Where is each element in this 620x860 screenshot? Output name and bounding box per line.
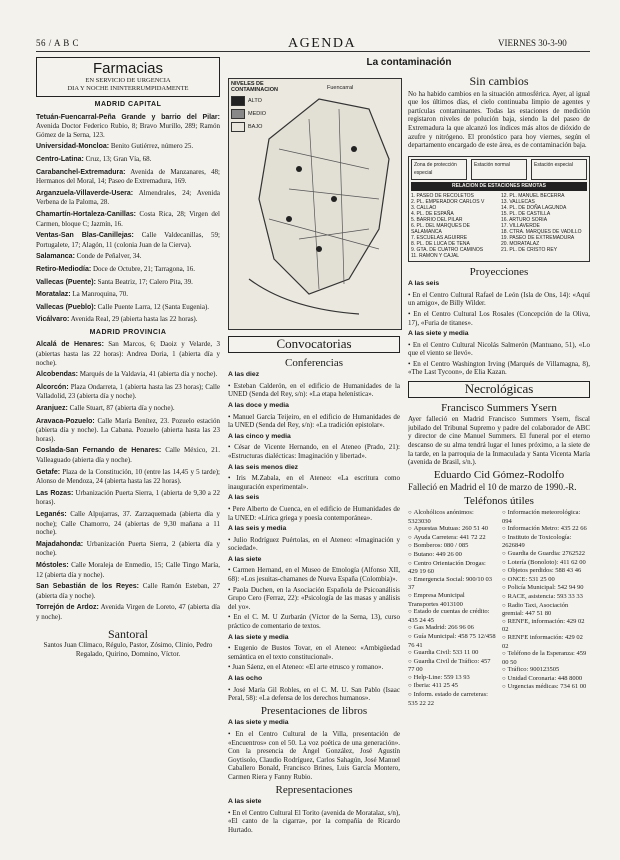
- event-time-label: A las seis: [228, 494, 260, 502]
- pharmacy-address: Urbanización Puerta Sierra, 1 (abierta de 9,30 a 22 horas).: [36, 488, 220, 507]
- phone-item: ○ Unidad Coronaria: 448 8000: [502, 675, 590, 684]
- station-item: 20. MORATALAZ: [501, 240, 540, 247]
- event-time: [228, 463, 400, 473]
- pharmacy-entry: [36, 370, 220, 380]
- page-number: 56 / A B C: [36, 38, 80, 48]
- event-item: [228, 566, 400, 583]
- pharmacy-zone: Vallecas (Pueblo):: [36, 303, 96, 311]
- station-item: 16. ARTURO SORIA: [501, 216, 548, 223]
- pharmacy-entry: [36, 189, 220, 207]
- event-text: • Carmen Hernand, en el Museo de Etnología (Alfonso XII, 68): «Los jesuitas-chamanes de Nueva España (Colombia)».: [228, 566, 400, 584]
- pharmacy-zone: Centro-Latina:: [36, 155, 84, 163]
- event-item: [228, 586, 400, 612]
- contaminacion-title: La contaminación: [366, 57, 452, 68]
- event-time-label: A las ocho: [228, 675, 263, 682]
- event-text: • Julio Rodríguez Puértolas, en el Ateneo: «Imaginación y sociedad».: [228, 535, 400, 553]
- event-time-label: A las doce y media: [228, 401, 289, 409]
- pharmacy-address: Conde de Peñalver, 34.: [74, 252, 142, 261]
- phone-item: ○ Gas Madrid: 266 96 06: [408, 624, 496, 633]
- pharmacy-entry: [36, 210, 220, 228]
- pharmacy-zone: Ventas-San Blas-Canillejas:: [36, 232, 134, 240]
- phone-item: ○ Inform. estado de carreteras: 535 22 22: [408, 691, 496, 707]
- phone-item: ○ Teléfono de la Esperanza: 459 00 50: [502, 650, 590, 666]
- phone-item: ○ Objetos perdidos: 588 43 46: [502, 567, 590, 576]
- issue-date: VIERNES 30-3-90: [498, 38, 567, 48]
- pharmacy-entry: [36, 252, 220, 262]
- station-item: 11. RAMON Y CAJAL: [411, 252, 460, 259]
- pharmacy-address: Avenida Doctor Federico Rubio, 8; Bravo Murillo, 289; Ramón Gómez de la Serna, 123.: [36, 122, 220, 139]
- event-time-label: A las seis menos diez: [228, 463, 299, 471]
- pharmacy-zone: Leganés:: [36, 510, 67, 518]
- event-time: [408, 279, 590, 289]
- station-item: 9. GTA. DE CUATRO CAMINOS: [411, 246, 484, 253]
- phone-item: ○ Tráfico: 900123505: [502, 666, 590, 675]
- pharmacy-address: Calle Stuart, 87 (abierta día y noche).: [67, 404, 175, 413]
- event-item: [228, 536, 400, 553]
- legend-row-bajo: [231, 122, 301, 132]
- event-text: • Esteban Calderón, en el edificio de Humanidades de la UNED (Senda del Rey, s/n): «La etapa helenística».: [228, 381, 400, 399]
- event-text: • Manuel García Teijeiro, en el edificio de Humanidades de la UNED (Senda del Rey, s/n): «La tradición epistolar».: [228, 412, 400, 430]
- phone-item: ○ Guardia de Guardia: 2762522: [502, 550, 590, 559]
- sincambios-title: Sin cambios: [469, 74, 529, 88]
- station-item: 18. CTRA. MARQUES DE VADILLO: [501, 228, 582, 235]
- column-right: [408, 57, 590, 852]
- necrologicas-title: Necrológicas: [408, 381, 590, 398]
- convocatorias-title: Convocatorias: [228, 336, 400, 353]
- estaciones-bar: RELACION DE ESTACIONES REMOTAS: [411, 182, 587, 191]
- event-text: • En el Centro Washington Irving (Marqués de Villamagna, 8), «The Last Tycoon», de Elia Kazan.: [408, 359, 590, 377]
- station-marker: [351, 146, 357, 152]
- station-item: 12. PL. MANUEL BECERRA: [501, 192, 565, 199]
- event-item: [228, 644, 400, 661]
- pharmacy-zone: Majadahonda:: [36, 540, 84, 548]
- phone-item: ○ Iberia: 411 25 45: [408, 682, 496, 691]
- event-text: • José María Gil Robles, en el C. M. U. San Pablo (Isaac Peral, 58): «La defensa de los derechos humanos».: [228, 685, 400, 703]
- pharmacy-address: Calle México, 21. Valleaguado (abierta día y noche).: [36, 446, 220, 464]
- pharmacy-address: Santa Beatriz, 17; Calero Pita, 39.: [95, 277, 193, 286]
- pharmacy-address: Avenida Real, 29 (abierta hasta las 22 horas).: [69, 315, 198, 324]
- column-farmacias: [36, 57, 220, 852]
- pharmacy-address: Calle Valdecanillas, 59; Portugalete, 17; Alagón, 11 (colonia Juan de la Cierva).: [36, 231, 220, 249]
- pharmacy-address: Urbanización Puerta Sierra, 2 (abierta día y noche).: [36, 539, 220, 558]
- estaciones-legend: [411, 159, 587, 180]
- telefonos-left: [408, 509, 496, 707]
- event-item: [228, 505, 400, 522]
- legend-normal: Estación normal: [471, 159, 527, 180]
- telefonos-title: Teléfonos útiles: [464, 495, 534, 508]
- phone-item: ○ Guardia Civil: 533 11 00: [408, 649, 496, 658]
- pharmacy-address: Plaza Ondarreta, 1 (abierta hasta las 23 horas); Calle Valladolid, 23 (abierta día y noche).: [36, 382, 220, 401]
- event-item: [228, 382, 400, 399]
- phone-item: ○ Empresa Municipal Transportes 4013100: [408, 592, 496, 608]
- pharmacy-entry: [36, 290, 220, 300]
- capital-heading: MADRID CAPITAL: [94, 101, 162, 108]
- event-time: [408, 329, 590, 339]
- event-item: [228, 613, 400, 630]
- santoral-title: Santoral: [108, 626, 148, 641]
- phone-item: ○ RACE, asistencia: 593 33 33: [502, 593, 590, 602]
- pharmacy-zone: Tetuán-Fuencarral-Peña Grande y barrio del Pilar:: [36, 113, 220, 121]
- event-text: • En el Centro Cultural de la Villa, presentación de «Encuentros» con el 50. La voz poética de una generación». Con la presencia de Ángel González, José Agustín Goytisolo, Claudio Rodríguez, Carlos Sahagún, José Manuel Caballero Bonald, Francisco Brines, Luis García Montero, Carmen Riera y Fanny Rubio.: [228, 729, 400, 781]
- farmacias-box: [36, 57, 220, 97]
- obituary-name-1: Francisco Summers Ysern: [441, 401, 557, 414]
- event-text: • En el C. M. U Zurbarán (Víctor de la Serna, 13), curso práctico de comentario de textos.: [228, 613, 400, 631]
- event-time-label: A las siete y media: [408, 330, 469, 338]
- legend-label: BAJO: [248, 124, 263, 130]
- pharmacy-address: Calle Puente Larra, 12 (Santa Eugenia).: [95, 302, 210, 311]
- pharmacy-entry: [36, 155, 220, 165]
- pharmacy-address: Costa Rica, 28; Virgen del Carmen, bloque C; Jazmín, 16.: [36, 209, 220, 228]
- event-text: • En el Centro Cultural Los Rosales (Concepción de la Oliva, 17), «Furia de titanes».: [408, 309, 590, 327]
- station-item: 19. PASEO DE EXTREMADURA: [501, 234, 575, 241]
- phone-item: ○ Lotería (Bonoloto): 411 62 00: [502, 559, 590, 568]
- event-time: [228, 555, 400, 565]
- pharmacy-entry: [36, 489, 220, 507]
- phone-item: ○ Guardia Civil de Tráfico: 457 77 00: [408, 658, 496, 674]
- phone-item: ○ Radio Taxi, Asociación gremial: 447 51 80: [502, 602, 590, 618]
- contamination-map: [228, 78, 402, 330]
- station-item: 8. PL. DE LUCA DE TENA: [411, 240, 470, 247]
- station-item: 4. PL. DE ESPAÑA: [411, 210, 454, 217]
- event-text: • Juan Sáenz, en el Ateneo: «El arte etrusco y romano».: [228, 663, 384, 672]
- pharmacy-entry: [36, 113, 220, 140]
- phone-item: ○ Información Metro: 435 22 66: [502, 525, 590, 534]
- event-item: [408, 310, 590, 327]
- pharmacy-address: Calle Ramón Esteban, 27 (abierta día y noche).: [36, 582, 220, 600]
- station-item: 17. VILLAVERDE: [501, 222, 540, 229]
- legend-label: ALTO: [248, 98, 262, 104]
- pharmacy-entry: [36, 510, 220, 537]
- pharmacy-entry: [36, 540, 220, 558]
- event-item: [228, 809, 400, 835]
- pharmacy-address: Avenida Virgen de Loreto, 47 (abierta día y noche).: [36, 603, 220, 621]
- event-text: • Paola Duchen, en la Asociación Española de Psicoanálisis Grupo Cero (Ferraz, 22): «Psicología de las masas y análisis del yo».: [228, 585, 400, 611]
- station-item: 14. PL. DE DOÑA LAGUNDA: [501, 204, 567, 211]
- event-time-label: A las siete y media: [228, 633, 289, 641]
- pharmacy-zone: Coslada-San Fernando de Henares:: [36, 447, 162, 455]
- phone-item: ○ Ayuda Carretera: 441 72 22: [408, 534, 496, 543]
- provincia-heading: MADRID PROVINCIA: [89, 328, 167, 336]
- pharmacy-address: Marqués de la Valdavia, 41 (abierta día y noche).: [78, 370, 218, 379]
- pharmacy-zone: Arganzuela-Villaverde-Usera:: [36, 189, 134, 197]
- phone-item: ○ Policía Municipal: 542 94 90: [502, 584, 590, 593]
- column-convocatorias: [228, 332, 400, 852]
- pharmacy-zone: Carabanchel-Extremadura:: [36, 168, 126, 176]
- legend-proteccion: Zona de protección especial: [411, 159, 467, 180]
- event-text: • Iris M.Zabala, en el Ateneo: «La escritura como inauguración experimental».: [228, 474, 400, 491]
- event-text: • En el Centro Cultural Rafael de León (Isla de Ons, 14): «Aquí un amigo», de Billy Wilder.: [408, 290, 590, 308]
- event-time: [228, 674, 400, 684]
- station-marker: [316, 246, 322, 252]
- event-item: [228, 663, 400, 672]
- pharmacy-entry: [36, 417, 220, 444]
- pharmacy-zone: Alcobendas:: [36, 371, 79, 379]
- page-header: [0, 0, 620, 50]
- station-item: 15. PL. DE CASTILLA: [501, 210, 551, 217]
- pharmacy-zone: Moratalaz:: [36, 291, 71, 299]
- pharmacy-address: Doce de Octubre, 21; Tarragona, 16.: [91, 264, 195, 273]
- phone-item: ○ Bomberos: 080 / 085: [408, 542, 496, 551]
- pharmacy-address: Cruz, 13; Gran Vía, 68.: [83, 154, 152, 163]
- pharmacy-address: Benito Gutiérrez, número 25.: [109, 142, 194, 151]
- santoral-body: Santos Juan Clímaco, Régulo, Pastor, Zósimo, Clinio, Pedro Regalado, Quirino, Domnino, Víctor.: [43, 641, 213, 658]
- legend-swatch: [231, 122, 245, 132]
- legend-title: NIVELES DE CONTAMINACION: [231, 81, 278, 93]
- station-marker: [331, 196, 337, 202]
- pharmacy-zone: Chamartín-Hortaleza-Canillas:: [36, 210, 136, 218]
- event-item: [228, 413, 400, 430]
- event-time-label: A las siete: [228, 798, 262, 806]
- estaciones-table: [408, 156, 590, 262]
- phone-item: ○ Centro Orientación Drogas: 429 19 60: [408, 560, 496, 576]
- pharmacy-zone: Retiro-Mediodía:: [36, 265, 92, 273]
- pharmacy-zone: Aravaca-Pozuelo:: [36, 417, 95, 425]
- pharmacy-zone: Getafe:: [36, 468, 61, 476]
- phone-item: ○ Emergencia Social: 900/10 03 37: [408, 576, 496, 592]
- pharmacy-zone: Vicálvaro:: [36, 316, 70, 324]
- capital-list: [36, 113, 220, 325]
- phone-item: ○ ONCE: 531 25 00: [502, 576, 590, 585]
- event-time: [228, 401, 400, 411]
- event-item: [228, 730, 400, 782]
- pharmacy-address: La Manroquina, 70.: [70, 290, 128, 299]
- station-item: 3. CALLAO: [411, 204, 437, 211]
- libros-list: [228, 718, 400, 781]
- pharmacy-zone: Móstoles:: [36, 561, 69, 569]
- pharmacy-zone: Aranjuez:: [36, 405, 68, 413]
- pharmacy-zone: Vallecas (Puente):: [36, 278, 96, 286]
- pharmacy-address: Almendrales, 24; Avenida Verbena de la Paloma, 28.: [36, 188, 220, 207]
- pharmacy-entry: [36, 582, 220, 600]
- phone-item: ○ Apuestas Mutuas: 260 51 40: [408, 525, 496, 534]
- station-item: 2. PL. EMPERADOR CARLOS V: [411, 198, 485, 205]
- provincia-list: [36, 340, 220, 621]
- pharmacy-entry: [36, 446, 220, 464]
- pharmacy-entry: [36, 404, 220, 414]
- legend-row-alto: [231, 96, 301, 106]
- conferencias-list: [228, 370, 400, 703]
- event-item: [408, 360, 590, 377]
- obituary-body-1: Ayer falleció en Madrid Francisco Summers Ysern, fiscal jubilado del Tribunal Supremo y padre del colaborador de ABC y director de cine Manuel Summers. El funeral por el eterno descanso de su alma tendrá lugar el lunes próximo, a la siete de la tarde, en la parroquia de la Inmaculada y Santa Vicenta María (avenida de Brasil, s/n.).: [408, 415, 590, 467]
- event-time: [228, 524, 400, 534]
- obituary-body-2: Falleció en Madrid el 10 de marzo de 1990.-R.: [408, 482, 577, 493]
- pharmacy-zone: Las Rozas:: [36, 489, 74, 497]
- event-time: [228, 718, 400, 728]
- event-text: • Eugenio de Bustos Tovar, en el Ateneo: «Ambigüedad semántica en el texto constitucional».: [228, 644, 400, 661]
- farmacias-subtitle-2: DIA Y NOCHE ININTERRUMPIDAMENTE: [67, 85, 189, 92]
- pharmacy-zone: Universidad-Moncloa:: [36, 143, 110, 151]
- pharmacy-zone: Alcorcón:: [36, 383, 69, 391]
- estaciones-columns: [411, 193, 587, 259]
- phone-item: ○ Help-Line: 559 13 93: [408, 674, 496, 683]
- pharmacy-entry: [36, 561, 220, 579]
- pharmacy-entry: [36, 603, 220, 621]
- event-time-label: A las diez: [228, 371, 260, 379]
- pharmacy-entry: [36, 231, 220, 249]
- telefonos-right: [502, 509, 590, 707]
- phone-item: ○ Alcohólicos anónimos: 5323030: [408, 509, 496, 525]
- section-title: AGENDA: [288, 36, 357, 51]
- libros-title: Presentaciones de libros: [260, 704, 368, 717]
- event-time: [228, 432, 400, 442]
- estaciones-right: [501, 193, 587, 259]
- pharmacy-address: Avenida de Manzanares, 48; Hermanos del Moral, 14; Paseo de Extremadura, 169.: [36, 167, 220, 186]
- event-item: [228, 443, 400, 460]
- event-time: [228, 370, 400, 380]
- station-item: 13. VALLECAS: [501, 198, 535, 205]
- proyecciones-list: [408, 279, 590, 377]
- event-time-label: A las seis y media: [228, 525, 287, 533]
- pharmacy-zone: Salamanca:: [36, 253, 75, 261]
- pharmacy-entry: [36, 468, 220, 486]
- event-item: [408, 291, 590, 308]
- event-item: [228, 474, 400, 491]
- pharmacy-zone: Torrejón de Ardoz:: [36, 604, 99, 612]
- obituary-name-2: Eduardo Cid Gómez-Rodolfo: [433, 468, 565, 481]
- legend-especial: Estación especial: [531, 159, 587, 180]
- farmacias-title: Farmacias: [92, 60, 163, 77]
- pharmacy-entry: [36, 168, 220, 186]
- pharmacy-zone: Alcalá de Henares:: [36, 341, 104, 349]
- pharmacy-address: Calle Alpujarras, 37. Zarzaquemada (abierta día y noche); Calle Chamorro, 24 (abiertas de 9,30 mañana a 11 noche).: [36, 509, 220, 537]
- pharmacy-entry: [36, 142, 220, 152]
- event-item: [408, 341, 590, 358]
- event-time: [228, 633, 400, 643]
- event-time-label: A las cinco y media: [228, 432, 291, 440]
- event-time-label: A las siete y media: [228, 719, 289, 727]
- pharmacy-address: Plaza de la Constitución, 10 (entre las 14,45 y 5 tarde); Alonso de Mendoza, 24 (abierta hasta las 22 horas).: [36, 467, 220, 486]
- legend-swatch: [231, 109, 245, 119]
- pharmacy-entry: [36, 265, 220, 275]
- event-text: • César de Vicente Hernando, en el Ateneo (Prado, 21): «Estructuras dialécticas: Imaginación y libertad».: [228, 443, 400, 460]
- legend-label: MEDIO: [248, 111, 267, 117]
- proyecciones-title: Proyecciones: [469, 265, 529, 278]
- station-item: 7. ESCUELAS AGUIRRE: [411, 234, 468, 241]
- event-time: [228, 797, 400, 807]
- event-time-label: A las seis: [408, 280, 440, 288]
- map-legend: [231, 81, 301, 135]
- pharmacy-address: Calle María Benítez, 23. Pozuelo estación (abierta día y noche). La Cabana. Pozuelo (abierta hasta las 23 horas).: [36, 416, 220, 443]
- phone-item: ○ Instituto de Toxicología: 2626849: [502, 534, 590, 550]
- station-marker: [296, 166, 302, 172]
- legend-swatch: [231, 96, 245, 106]
- map-district-label: Fuencarral: [327, 85, 354, 91]
- phone-item: ○ Urgencias médicas: 734 61 00: [502, 683, 590, 692]
- pharmacy-zone: San Sebastián de los Reyes:: [36, 583, 140, 591]
- representaciones-list: [228, 797, 400, 834]
- legend-row-medio: [231, 109, 301, 119]
- event-text: • En el Centro Cultural Nicolás Salmerón (Mantuano, 51), «Lo que el viento se llevó».: [408, 340, 590, 358]
- estaciones-left: [411, 193, 497, 259]
- farmacias-subtitle-1: EN SERVICIO DE URGENCIA: [85, 77, 171, 84]
- phone-item: ○ RENFE información: 429 02 02: [502, 634, 590, 650]
- event-time-label: A las siete: [228, 555, 262, 563]
- event-text: • En el Centro Cultural El Torito (avenida de Moratalaz, s/n), «El canto de la cigarra», por la compañía de Ricardo Hurtado.: [228, 808, 400, 834]
- pharmacy-address: Calle Moraleja de Enmedio, 15; Calle Tingo María, 12 (abierta día y noche).: [36, 560, 220, 579]
- representaciones-title: Representaciones: [275, 783, 353, 796]
- station-item: 6. PL. DEL MARQUES DE SALAMANCA: [411, 222, 470, 235]
- event-text: • Pere Alberto de Cuenca, en el edificio de Humanidades de la UNED: «Lírica griega y poesía contemporánea».: [228, 504, 400, 522]
- pharmacy-entry: [36, 303, 220, 313]
- pharmacy-address: San Marcos, 6; Daoiz y Velarde, 3 (abiertas hasta las 22 horas): Andrea Doria, 1 (abierta día y noche).: [36, 340, 220, 367]
- event-item: [228, 686, 400, 703]
- header-rule: [36, 51, 590, 52]
- pharmacy-entry: [36, 340, 220, 367]
- phone-item: ○ Información meteorológica: 094: [502, 509, 590, 525]
- conferencias-title: Conferencias: [284, 356, 344, 369]
- event-time: [228, 493, 400, 503]
- phone-item: ○ Estado de cuentas de crédito: 435 24 45: [408, 608, 496, 624]
- pharmacy-entry: [36, 383, 220, 401]
- pharmacy-entry: [36, 315, 220, 325]
- sincambios-body: No ha habido cambios en la situación atmosférica. Ayer, al igual que los últimos días, el cielo continuaba limpio de agentes y partículas contaminantes. Todas las estaciones de medición registaron niveles de polución baja, siendo la del paseo de Extremadura la que alcanzó los índices más altos de dióxido de azufre y nitrógeno. El pronóstico para hoy viernes, según el departamento encargado de este área, es de contaminación baja.: [408, 89, 590, 150]
- station-marker: [286, 216, 292, 222]
- telefonos-columns: [408, 509, 590, 707]
- pharmacy-entry: [36, 278, 220, 288]
- station-item: 21. PL. DE CRISTO REY: [501, 246, 558, 253]
- station-item: 1. PASEO DE RECOLETOS: [411, 192, 474, 199]
- phone-item: ○ Guía Municipal: 458 75 12/458 76 41: [408, 633, 496, 649]
- station-item: 5. BARRIO DEL PILAR: [411, 216, 463, 223]
- phone-item: ○ Butano: 449 26 00: [408, 551, 496, 560]
- phone-item: ○ RENFE, información: 429 02 02: [502, 618, 590, 634]
